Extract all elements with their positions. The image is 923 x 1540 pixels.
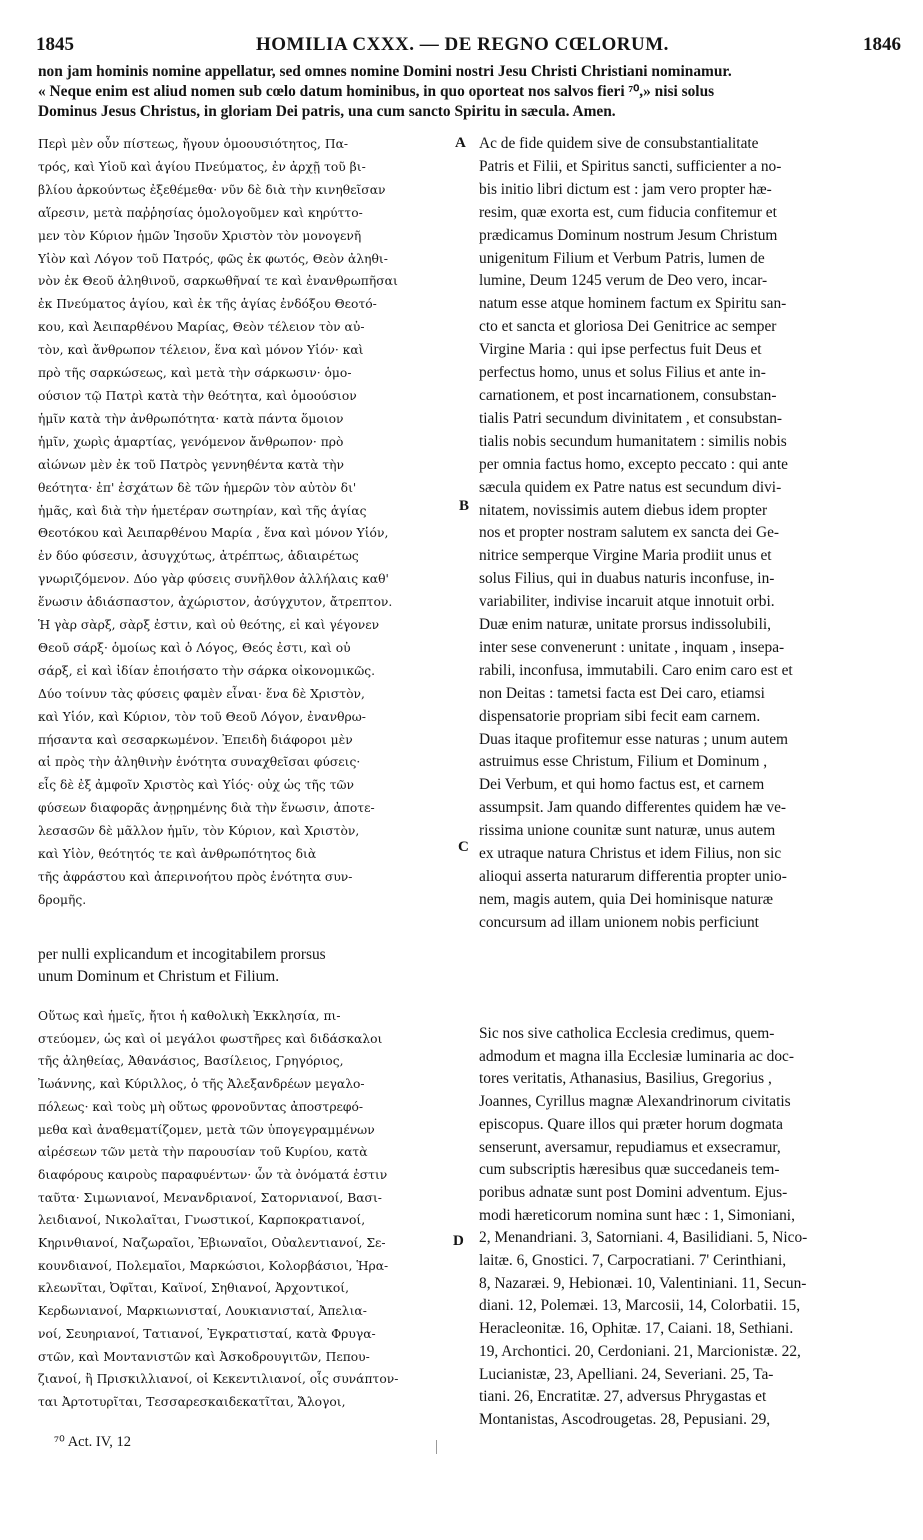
intro-line: « Neque enim est aliud nomen sub cœlo datum hominibus, in quo oporteat nos salvos fieri ⁷⁰,» nisi solus: [38, 83, 715, 100]
latin-line: Dei Verbum, et qui homo factus est, et carnem: [479, 776, 765, 794]
latin-line: cto et sancta et gloriosa Dei Genitrice ac semper: [479, 318, 777, 336]
greek-line: ούσιον τῷ Πατρὶ κατὰ τὴν θεότητα, καὶ ὁμοούσιον: [38, 388, 357, 403]
latin-line: diani. 12, Polemæi. 13, Marcosii, 14, Colorbatii. 15,: [479, 1297, 801, 1315]
latin-line: Patris et Filii, et Spiritus sancti, sufficienter a no-: [479, 157, 782, 175]
latin-line: carnationem, et post incarnationem, consubstan-: [479, 386, 777, 404]
column-number-right: 1846: [863, 34, 901, 55]
greek-line: γνωριζόμενον. Δύο γὰρ φύσεις συνῆλθον ἀλλήλαις καθ': [38, 572, 389, 587]
greek-line: καὶ Υἱόν, καὶ Κύριον, τὸν τοῦ Θεοῦ Λόγον, ἐνανθρω-: [38, 709, 366, 724]
latin-line: Duæ enim naturæ, unitate prorsus indissolubili,: [479, 616, 771, 634]
latin-line: lumine, Deum 1245 verum de Deo vero, incar-: [479, 272, 768, 290]
latin-line: nitatem, novissimis autem diebus idem propter: [479, 501, 768, 519]
greek-line: μεθα καὶ ἀναθεματίζομεν, μετὰ τῶν ὑπογεγραμμένων: [38, 1122, 375, 1137]
greek-line: κου, καὶ Ἀειπαρθένου Μαρίας, Θεὸν τέλειον τὸν αὐ-: [38, 320, 365, 335]
latin-line: 8, Nazaræi. 9, Hebionæi. 10, Valentiniani. 11, Secun-: [479, 1274, 807, 1292]
page-header: [36, 34, 901, 56]
latin-line: ex utraque natura Christus et idem Filius, non sic: [479, 845, 782, 863]
latin-line: poribus adnatæ sunt post Domini adventum. Ejus-: [479, 1183, 788, 1201]
greek-line: Υἱὸν καὶ Λόγον τοῦ Πατρός, φῶς ἐκ φωτός, Θεὸν ἀληθι-: [38, 251, 388, 266]
latin-line: alioqui asserta naturarum differentia propter unio-: [479, 868, 787, 885]
greek-line: Κηρινθιανοί, Ναζωραῖοι, Ἐβιωναῖοι, Οὐαλεντιανοί, Σε-: [38, 1236, 386, 1251]
latin-line: resim, quæ exorta est, cum fiducia confitemur et: [479, 203, 777, 221]
intro-line: non jam hominis nomine appellatur, sed omnes nomine Domini nostri Jesu Christi Christiani nominamur.: [38, 63, 732, 80]
latin-line: tiani. 26, Encratitæ. 27, adversus Phrygastas et: [479, 1388, 767, 1406]
greek-line: πήσαντα καὶ σεσαρκωμένον. Ἐπειδὴ διάφοροι μὲν: [38, 732, 353, 747]
running-title: HOMILIA CXXX. — DE REGNO CŒLORUM.: [256, 34, 669, 55]
latin-line: concursum ad illam unionem nobis perficiunt: [479, 913, 759, 931]
latin-line: dispensatorie propriam sibi fecit eam carnem.: [479, 707, 761, 725]
greek-line: ζιανοί, ἢ Πρισκιλλιανοί, οἱ Κεκεντιλιανοί, οἷς συνάπτον-: [38, 1372, 399, 1387]
column-number-left: 1845: [36, 34, 74, 55]
latin-line: admodum et magna illa Ecclesiæ luminaria ac doc-: [479, 1047, 794, 1065]
latin-line: tialis Patri secundum divinitatem , et consubstan-: [479, 409, 783, 427]
greek-line: μεν τὸν Κύριον ἡμῶν Ἰησοῦν Χριστὸν τὸν μονογενῆ: [38, 228, 362, 243]
latin-continuation: [38, 944, 452, 988]
latin-line: modi hæreticorum nomina sunt hæc : 1, Simoniani,: [479, 1206, 795, 1224]
latin-line: assumpsit. Jam quando differentes quidem hæ ve-: [479, 799, 787, 817]
greek-line: δρομῆς.: [38, 892, 87, 907]
latin-line: 19, Archontici. 20, Cerdoniani. 21, Marcionistæ. 22,: [479, 1342, 801, 1360]
page-mark: [436, 1440, 437, 1454]
latin-line: Joannes, Cyrillus magnæ Alexandrinorum civitatis: [479, 1093, 791, 1111]
latin-line: rabili, inconfusa, immutabili. Caro enim caro est et: [479, 661, 793, 679]
greek-column-upper: [38, 133, 452, 912]
latin-line: variabiliter, indivise incaruit atque innotuit orbi.: [479, 593, 775, 611]
latin-line: inter sese convenerunt : unitate , inquam , insepa-: [479, 638, 785, 656]
latin-line: Montanistas, Ascodrougetas. 28, Pepusiani. 29,: [479, 1410, 771, 1428]
greek-line: Θεοτόκου καὶ Ἀειπαρθένου Μαρία , ἕνα καὶ μόνον Υἱόν,: [38, 526, 389, 541]
latin-line: cum subscriptis hæresibus quæ succedaneis tem-: [479, 1161, 780, 1179]
greek-line: εἷς δὲ ἐξ ἀμφοῖν Χριστὸς καὶ Υἱός· οὐχ ὡς τῆς τῶν: [38, 778, 354, 793]
latin-line: rissima unione counitæ sunt naturæ, unus autem: [479, 822, 776, 840]
margin-marker-d: D: [453, 1233, 464, 1249]
greek-line: Οὕτως καὶ ἡμεῖς, ἤτοι ἡ καθολικὴ Ἐκκλησία, πι-: [38, 1009, 341, 1023]
margin-marker-b: B: [459, 498, 470, 514]
greek-line: ἕνωσιν ἀδιάσπαστον, ἀχώριστον, ἀσύγχυτον, ἄτρεπτον.: [38, 595, 393, 610]
greek-line: τὸν, καὶ ἄνθρωπον τέλειον, ἕνα καὶ μόνον Υἱόν· καὶ: [38, 343, 364, 358]
latin-line: Heracleonitæ. 16, Ophitæ. 17, Caiani. 18, Sethiani.: [479, 1320, 794, 1338]
latin-line: astruimus esse Christum, Filium et Dominum ,: [479, 753, 768, 771]
greek-line: στεύομεν, ὡς καὶ οἱ μεγάλοι φωστῆρες καὶ διδάσκαλοι: [38, 1031, 383, 1046]
greek-line: Θεοῦ σάρξ· ὁμοίως καὶ ὁ Λόγος, Θεός ἐστι, καὶ οὐ: [38, 640, 351, 655]
latin-line: bis initio libri dictum est : jam vero propter hæ-: [479, 180, 772, 198]
latin-line: prædicamus Dominum nostrum Jesum Christum: [479, 226, 778, 244]
greek-line: στῶν, καὶ Μοντανιστῶν καὶ Ἀσκοδρουγιτῶν, Πεπου-: [38, 1349, 370, 1364]
greek-line: καὶ Υἱὸν, θεότητός τε καὶ ἀνθρωπότητος διὰ: [38, 847, 317, 862]
latin-line: Lucianistæ, 23, Apelliani. 24, Severiani. 25, Ta-: [479, 1365, 774, 1383]
greek-line: πόλεως· καὶ τοὺς μὴ οὕτως φρονοῦντας ἀποστρεφό-: [38, 1099, 364, 1114]
greek-column-lower: [38, 1005, 452, 1414]
latin-line: episcopus. Quare illos qui præter horum dogmata: [479, 1115, 783, 1133]
greek-line: ἡμᾶς, καὶ διὰ τὴν ἡμετέραν σωτηρίαν, καὶ τῆς ἁγίας: [38, 503, 367, 518]
intro-paragraph: [38, 62, 898, 122]
greek-line: Κερδωνιανοί, Μαρκιωνισταί, Λουκιανισταί, Ἀπελια-: [38, 1304, 367, 1319]
latin-line: per nulli explicandum et incogitabilem prorsus: [38, 946, 326, 963]
latin-line: tialis nobis secundum humanitatem : similis nobis: [479, 432, 787, 450]
greek-line: ἐκ Πνεύματος ἁγίου, καὶ ἐκ τῆς ἁγίας ἐνδόξου Θεοτό-: [38, 297, 377, 312]
latin-column-upper: [479, 133, 897, 935]
latin-line: unum Dominum et Christum et Filium.: [38, 968, 280, 985]
latin-line: Ac de fide quidem sive de consubstantialitate: [479, 135, 759, 152]
greek-line: Ἡ γὰρ σὰρξ, σὰρξ ἐστιν, καὶ οὐ θεότης, εἰ καὶ γέγονεν: [38, 618, 380, 633]
latin-line: Sic nos sive catholica Ecclesia credimus, quem-: [479, 1025, 775, 1042]
greek-line: ἐν δύο φύσεσιν, ἀσυγχύτως, ἀτρέπτως, ἀδιαιρέτως: [38, 549, 359, 564]
greek-line: νὸν ἐκ Θεοῦ ἀληθινοῦ, σαρκωθῆναί τε καὶ ἐνανθρωπῆσαι: [38, 274, 398, 289]
greek-line: πρὸ τῆς σαρκώσεως, καὶ μετὰ τὴν σάρκωσιν· ὁμο-: [38, 366, 352, 381]
greek-line: κουνδιανοί, Πολεμαῖοι, Μαρκώσιοι, Κολορβάσιοι, Ἡρα-: [38, 1258, 389, 1273]
latin-line: sæcula quidem ex Patre natus est secundum divi-: [479, 478, 782, 496]
greek-line: θεότητα· ἐπ' ἐσχάτων δὲ τῶν ἡμερῶν τὸν αὐτὸν δι': [38, 480, 357, 495]
greek-line: φύσεων διαφορᾶς ἀνῃρημένης διὰ τὴν ἕνωσιν, ἀποτε-: [38, 801, 375, 816]
greek-line: ται Ἀρτοτυρῖται, Τεσσαρεσκαιδεκατῖται, Ἄλογοι,: [38, 1394, 346, 1409]
greek-line: κλεωνῖται, Ὀφῖται, Καϊνοί, Σηθιανοί, Ἀρχοντικοί,: [38, 1281, 350, 1296]
latin-line: laitæ. 6, Gnostici. 7, Carpocratiani. 7' Cerinthiani,: [479, 1252, 787, 1270]
latin-line: natum esse atque hominem factum ex Spiritu san-: [479, 295, 787, 313]
latin-column-lower: [479, 1023, 897, 1432]
footnote: ⁷⁰ Act. IV, 12: [54, 1434, 132, 1450]
greek-line: λειδιανοί, Νικολαῖται, Γνωστικοί, Καρποκρατιανοί,: [38, 1213, 366, 1228]
margin-marker-c: C: [458, 839, 469, 855]
latin-line: non Deitas : tametsi facta est Dei caro, etiamsi: [479, 684, 765, 702]
intro-line: Dominus Jesus Christus, in gloriam Dei patris, una cum sancto Spiritu in sæcula. Amen.: [38, 103, 616, 120]
greek-line: βλίου ἀρκούντως ἐξεθέμεθα· νῦν δὲ διὰ τὴν κινηθεῖσαν: [38, 182, 386, 197]
latin-line: per omnia factus homo, excepto peccato : qui ante: [479, 455, 788, 473]
greek-line: Δύο τοίνυν τὰς φύσεις φαμὲν εἶναι· ἕνα δὲ Χριστὸν,: [38, 686, 365, 701]
latin-line: 2, Menandriani. 3, Satorniani. 4, Basilidiani. 5, Nico-: [479, 1229, 808, 1247]
latin-line: senserunt, aversamur, repudiamus et exsecramur,: [479, 1138, 781, 1156]
greek-line: διαφόρους καιροὺς παραφυέντων· ὧν τὰ ὀνόματά ἐστιν: [38, 1167, 388, 1182]
latin-line: nem, magis autem, quia Dei hominisque naturæ: [479, 890, 774, 908]
latin-line: solus Filius, qui in duabus naturis inconfuse, in-: [479, 570, 775, 588]
greek-line: λεσασῶν δὲ μᾶλλον ἡμῖν, τὸν Κύριον, καὶ Χριστὸν,: [38, 824, 360, 839]
greek-line: Περὶ μὲν οὖν πίστεως, ἤγουν ὁμοουσιότητος, Πα-: [38, 137, 349, 151]
margin-marker-a: A: [455, 135, 466, 151]
latin-line: Duas itaque profitemur esse naturas ; unum autem: [479, 730, 789, 748]
latin-line: perfectus homo, unus et solus Filius et ante in-: [479, 364, 766, 382]
greek-line: ἡμῖν, χωρὶς ἁμαρτίας, γενόμενον ἄνθρωπον· πρὸ: [38, 434, 344, 449]
greek-line: ταῦτα· Σιμωνιανοί, Μενανδριανοί, Σατορνιανοί, Βασι-: [38, 1190, 382, 1205]
latin-line: unigenitum Filium et Verbum Patris, lumen de: [479, 249, 765, 267]
greek-line: τῆς ἀληθείας, Ἀθανάσιος, Βασίλειος, Γρηγόριος,: [38, 1054, 344, 1069]
latin-line: tores veritatis, Athanasius, Basilius, Gregorius ,: [479, 1070, 772, 1088]
latin-line: Virgine Maria : qui ipse perfectus fuit Deus et: [479, 341, 762, 359]
latin-line: nitrice semperque Virgine Maria prodiit unus et: [479, 547, 772, 565]
latin-line: nos et propter nostram salutem ex sancta dei Ge-: [479, 524, 780, 542]
greek-line: Ἰωάννης, καὶ Κύριλλος, ὁ τῆς Ἀλεξανδρέων μεγαλο-: [38, 1077, 365, 1092]
greek-line: νοί, Σευηριανοί, Τατιανοί, Ἐγκρατισταί, κατὰ Φρυγα-: [38, 1326, 376, 1341]
greek-line: τῆς ἀφράστου καὶ ἀπερινοήτου πρὸς ἑνότητα συν-: [38, 870, 353, 884]
greek-line: αἰώνων μὲν ἐκ τοῦ Πατρὸς γεννηθέντα κατὰ τὴν: [38, 457, 345, 472]
greek-line: αἵρεσιν, μετὰ παῤῥησίας ὁμολογοῦμεν καὶ κηρύττο-: [38, 205, 363, 220]
greek-line: αἱ πρὸς τὴν ἀληθινὴν ἑνότητα συναχθεῖσαι φύσεις·: [38, 755, 361, 770]
greek-line: σάρξ, εἰ καὶ ἰδίαν ἐποιήσατο τὴν σάρκα οἰκονομικῶς.: [38, 663, 376, 678]
greek-line: ἡμῖν κατὰ τὴν ἀνθρωπότητα· κατὰ πάντα ὅμοιον: [38, 411, 344, 426]
greek-line: τρός, καὶ Υἱοῦ καὶ ἁγίου Πνεύματος, ἐν ἀρχῇ τοῦ βι-: [38, 159, 366, 174]
greek-line: αἱρέσεων τῶν μετὰ τὴν παρουσίαν τοῦ Κυρίου, κατὰ: [38, 1145, 368, 1160]
